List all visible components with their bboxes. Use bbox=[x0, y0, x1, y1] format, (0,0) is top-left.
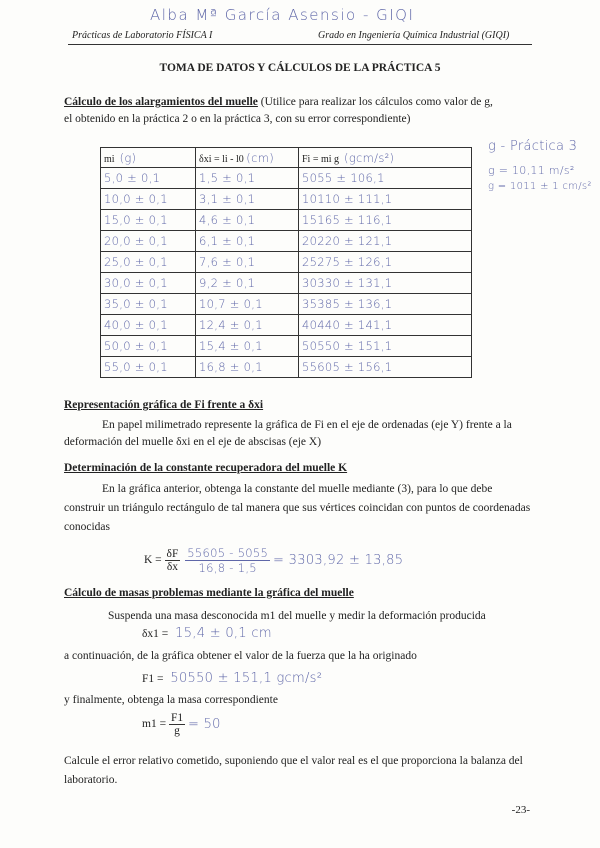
side-note-title: g - Práctica 3 bbox=[488, 139, 578, 154]
section4-heading: Cálculo de masas problemas mediante la gráfica del muelle bbox=[64, 587, 354, 599]
dx1-label: δx1 = bbox=[142, 628, 169, 640]
table-row: 35,0 ± 0,1 10,7 ± 0,1 35385 ± 136,1 bbox=[101, 294, 472, 315]
gravity-side-notes bbox=[488, 140, 598, 194]
page-title: TOMA DE DATOS Y CÁLCULOS DE LA PRÁCTICA 5 bbox=[159, 62, 441, 74]
section3 bbox=[64, 460, 536, 537]
table-row: 50,0 ± 0,1 15,4 ± 0,1 50550 ± 151,1 bbox=[101, 336, 472, 357]
header-mass: mi (g) bbox=[101, 148, 196, 168]
f1-label: F1 = bbox=[142, 673, 164, 685]
section3-text: En la gráfica anterior, obtenga la constante del muelle mediante (3), para lo que debe construir un triángulo rectángulo de tal manera que sus vértices coincidan con puntos de coordenadas conocidas bbox=[64, 483, 531, 533]
side-note-g-ms: g = 10,11 m/s² bbox=[488, 164, 575, 177]
table-row: 5,0 ± 0,1 1,5 ± 0,1 5055 ± 106,1 bbox=[101, 168, 472, 189]
table-row: 10,0 ± 0,1 3,1 ± 0,1 10110 ± 111,1 bbox=[101, 189, 472, 210]
header-elongation: δxi = li - l0 (cm) bbox=[196, 148, 299, 168]
data-table bbox=[100, 147, 472, 378]
header-rule bbox=[68, 44, 532, 45]
section2-text: En papel milimetrado represente la gráfica de Fi en el eje de ordenadas (eje Y) frente a la deformación del muelle δxi en el eje de abscisas (eje X) bbox=[64, 419, 512, 448]
section4-text4: Calcule el error relativo cometido, suponiendo que el valor real es el que proporciona la balanza del laboratorio. bbox=[64, 755, 523, 786]
dx1-line bbox=[142, 626, 272, 641]
k-formula-fraction: $\frac{\delta F}{\delta x}$ bbox=[166, 548, 179, 573]
author-handwritten-note: Alba Mª García Asensio - GIQI bbox=[150, 6, 415, 24]
m1-fraction: $\frac{F1}{g}$ bbox=[170, 712, 184, 737]
section4-text2: a continuación, de la gráfica obtener el valor de la fuerza que la ha originado bbox=[64, 650, 417, 662]
section2-heading: Representación gráfica de Fi frente a δxi bbox=[64, 399, 264, 411]
m1-value: = 50 bbox=[187, 717, 221, 732]
table-row: 20,0 ± 0,1 6,1 ± 0,1 20220 ± 121,1 bbox=[101, 231, 472, 252]
section3-heading: Determinación de la constante recuperadora del muelle K bbox=[64, 462, 348, 474]
m1-line bbox=[142, 712, 221, 737]
f1-value: 50550 ± 151,1 gcm/s² bbox=[170, 671, 323, 686]
m1-label: m1 = bbox=[142, 718, 167, 731]
section2 bbox=[64, 397, 536, 451]
k-formula-label: K = bbox=[144, 554, 162, 567]
table-row: 25,0 ± 0,1 7,6 ± 0,1 25275 ± 126,1 bbox=[101, 252, 472, 273]
table-row: 40,0 ± 0,1 12,4 ± 0,1 40440 ± 141,1 bbox=[101, 315, 472, 336]
k-formula bbox=[144, 546, 544, 575]
header-force: Fi = mi g (gcm/s²) bbox=[299, 148, 472, 168]
section1-text-a: (Utilice para realizar los cálculos como valor de g, bbox=[257, 96, 493, 108]
dx1-value: 15,4 ± 0,1 cm bbox=[175, 626, 272, 641]
section1 bbox=[64, 94, 536, 128]
header-left: Prácticas de Laboratorio FÍSICA I bbox=[72, 30, 213, 41]
k-handwritten-fraction: $\frac{55605 - 5055}{16,8 - 1,5}$ bbox=[187, 546, 269, 575]
section1-text-b: el obtenido en la práctica 2 o en la práctica 3, con su error correspondiente) bbox=[64, 113, 411, 125]
section4-text1: Suspenda una masa desconocida m1 del muelle y medir la deformación producida bbox=[108, 610, 486, 622]
table-row: 15,0 ± 0,1 4,6 ± 0,1 15165 ± 116,1 bbox=[101, 210, 472, 231]
side-note-g-cms: g = 1011 ± 1 cm/s² bbox=[488, 181, 592, 192]
f1-line bbox=[142, 671, 322, 686]
page-number: -23- bbox=[511, 804, 530, 816]
table-row: 55,0 ± 0,1 16,8 ± 0,1 55605 ± 156,1 bbox=[101, 357, 472, 378]
section1-heading: Cálculo de los alargamientos del muelle bbox=[64, 96, 258, 108]
table-header-row bbox=[101, 148, 472, 168]
header-right: Grado en Ingeniería Química Industrial (GIQI) bbox=[318, 30, 510, 41]
section4 bbox=[64, 585, 536, 625]
table-row: 30,0 ± 0,1 9,2 ± 0,1 30330 ± 131,1 bbox=[101, 273, 472, 294]
k-handwritten-result: = 3303,92 ± 13,85 bbox=[273, 553, 404, 568]
section4-text3: y finalmente, obtenga la masa correspondiente bbox=[64, 694, 278, 706]
